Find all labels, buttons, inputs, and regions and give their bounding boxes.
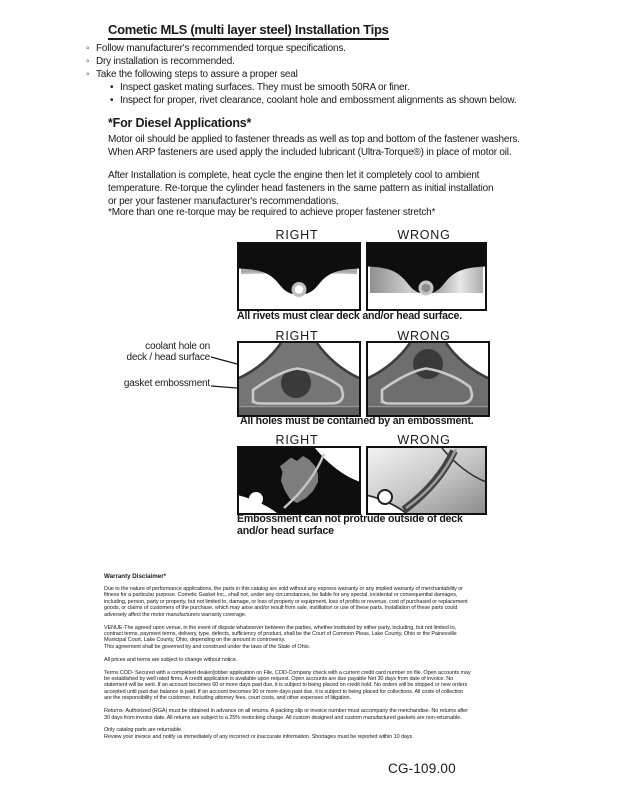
wrong-label: WRONG [397,329,451,343]
list-item: • Inspect gasket mating surfaces. They must be smooth 50RA or finer. [110,81,516,94]
gasket-bottom-edge [239,406,359,415]
list-item: ◦ Take the following steps to assure a proper seal [86,68,516,81]
bolt-hole [378,490,392,504]
gasket-bottom-line [368,406,488,407]
disclaimer-paragraph: All prices and terms are subject to change without notice. [104,656,238,663]
gasket-bottom-line [239,406,359,407]
diesel-paragraph: After Installation is complete, heat cycle the engine then let it completely cool to ambient temperature. Re-torque the cylinder head fasteners in the same pattern as initial installation or per your fastener manufacturer's recommendations. [108,170,494,207]
disclaimer-paragraph: Terms COD- Secured with a completed dealer/jobber application on File, COD-Company check with a current credit card number on file. Open accounts may be established by well rated firms. A credit application is available upon request. Open accounts are due payable Net 30 days from date of invoice. No statement will be sent. If an account becomes 60 or more days past due, it is subject to being placed on credit hold. No orders will be shipped or new orders accepted until past due balance is paid. If an account becomes 90 or more days past due, it is subject to being placed for collections. All costs of collection are the responsibility of the customer, including attorney fees, court costs, and other expenses of litigation. [104,669,471,702]
right-label: RIGHT [275,433,319,447]
catalog-page-code: CG-109.00 [388,761,456,776]
rivet-caption: All rivets must clear deck and/or head surface. [237,310,462,322]
disclaimer-paragraph: Due to the nature of performance applications, the parts in this catalog are sold without any express warranty or any implied warranty of merchantability or fitness for a particular purpose. Cometic Gasket Inc., shall not, under any circumstances, be liable for any special, incidental or consequential damages, including, person, party or property, but not limited to, damage, or loss of property or equipment, loss of profits or revenue, cost of purchased or replacement goods, or claims of customers of the purchase, which may arise and/or result from sale, instillation or use of these parts. Installation of these parts could adversely affect the motor manufacturers warranty coverage. [104,586,468,618]
right-label: RIGHT [275,228,319,242]
disclaimer-heading: Warranty Disclaimer* [104,573,167,580]
disclaimer-paragraph: Only catalog parts are returnable. Review your invoice and notify us immediately of any incorrect or inaccurate information. Shortages must be reported within 10 days. [104,727,414,740]
list-item: ◦ Follow manufacturer's recommended torque specifications. [86,42,516,55]
installation-tips-list [86,42,516,107]
rivet-center [295,285,304,294]
right-label: RIGHT [275,329,319,343]
list-item: • Inspect for proper, rivet clearance, coolant hole and embossment alignments as shown below. [110,94,516,107]
retorque-note: *More than one re-torque may be required to achieve proper fastener stretch* [108,207,436,218]
protrusion-right-image [237,446,361,515]
wrong-label: WRONG [397,228,451,242]
wrong-label: WRONG [397,433,451,447]
protrusion-wrong-image [366,446,487,515]
rivet-clearance-wrong-image [366,242,487,311]
list-item: ◦ Dry installation is recommended. [86,55,516,68]
warranty-disclaimer-section [104,573,542,747]
embossment-containment-wrong-image [366,341,490,417]
rivet-clearance-right-image [237,242,361,311]
bolt-hole [249,492,263,506]
diesel-applications-heading: *For Diesel Applications* [108,116,252,130]
gasket-embossment-annotation: gasket embossment [123,378,210,389]
embossment-containment-right-image [237,341,361,417]
embossment-caption: All holes must be contained by an embossment. [240,415,474,427]
protrusion-caption: Embossment can not protrude outside of deck and/or head surface [237,513,463,537]
diesel-paragraph: Motor oil should be applied to fastener threads as well as top and bottom of the fastener washers. When ARP fasteners are used apply the included lubricant (Ultra-Torque®) in place of motor oil. [108,134,520,158]
coolant-hole-annotation: coolant hole on deck / head surface [126,341,210,363]
disclaimer-paragraph: Returns- Authorized (RGA) must be obtained in advance on all returns. A packing slip or invoice number must accompany the merchandise. No returns after 30 days from invoice date. All returns are subject to a 25% restocking charge. All custom designed and custom manufactured gaskets are non-returnable. [104,708,468,721]
page-title: Cometic MLS (multi layer steel) Installation Tips [108,22,389,40]
rivet-center [422,284,431,293]
disclaimer-paragraph: VENUE-The agreed upon venue, in the event of dispute whatsoever between the parties, whether instituted by either party, including, but not limited to, contract terms, payment terms, delivery, type, defects, sufficiency of product, shall be the Court of Common Pleas, Lake County, Ohio or the Painesville Municipal Court, Lake County, Ohio, depending on the amount in controversy. This agreement shall be governed by and construed under the laws of the State of Ohio. [104,624,457,650]
gasket-bottom-edge [368,406,488,415]
coolant-hole [413,349,443,379]
